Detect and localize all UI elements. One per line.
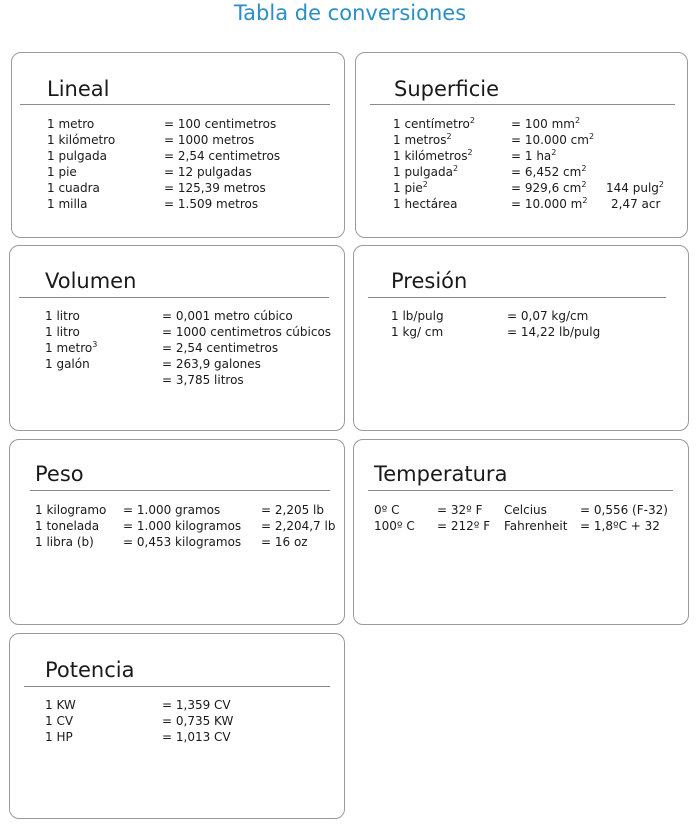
equivalence: = 100 $mm^2$ (511, 116, 581, 131)
second-equivalence: = 16 oz (261, 535, 308, 549)
unit-label: 1 tonelada (35, 519, 100, 533)
equivalence: = 1.509 metros (164, 197, 259, 211)
formula: = 1,8ºC + 32 (580, 519, 660, 533)
equivalence: = 1,013 CV (162, 730, 231, 744)
unit-label: 1 kg/ cm (391, 325, 444, 339)
equivalence: = 0,07 kg/cm (507, 309, 589, 323)
extra-equivalence: 144 pulg$^2$ (606, 180, 664, 195)
equivalence: = 1 $ha^2$ (511, 148, 557, 163)
superficie-title: Superficie (394, 77, 500, 101)
equivalence: = 14,22 lb/pulg (507, 325, 601, 339)
celsius-value: 0º C (374, 503, 400, 517)
lineal-card (11, 52, 345, 238)
volumen-title: Volumen (45, 269, 137, 293)
presion-title: Presión (391, 269, 468, 293)
unit-label: 1 CV (45, 714, 74, 728)
unit-label: 1 metros$^2$ (393, 132, 452, 147)
equivalence: = 100 centimetros (164, 117, 277, 131)
peso-card (9, 439, 345, 625)
unit-label: 1 pie$^2$ (393, 180, 428, 195)
volumen-divider (19, 297, 329, 298)
equivalence: = 10.000 $m^2$ (511, 196, 588, 211)
fahrenheit-value: = 212º F (437, 519, 491, 533)
unit-label: 1 litro (45, 309, 80, 323)
unit-label: 1 pulgada (47, 149, 107, 163)
unit-label: 1 pulgada$^2$ (393, 164, 459, 179)
unit-label: 1 hectárea (393, 197, 458, 211)
presion-card (353, 245, 689, 431)
equivalence: = 263,9 galones (162, 357, 261, 371)
lineal-divider (20, 104, 330, 105)
equivalence: = 1,359 CV (162, 698, 231, 712)
equivalence: = 2,54 centimetros (162, 341, 279, 355)
superficie-card (355, 52, 688, 238)
volumen-card (9, 245, 345, 431)
temperatura-title: Temperatura (374, 462, 508, 486)
equivalence: = 125,39 metros (164, 181, 266, 195)
fahrenheit-value: = 32º F (437, 503, 483, 517)
equivalence: = 10.000 $cm^2$ (511, 132, 595, 147)
temperatura-divider (368, 490, 673, 491)
temperatura-card (353, 439, 689, 625)
unit-label: 1 pie (47, 165, 77, 179)
unit-label: 1 libra (b) (35, 535, 94, 549)
potencia-divider (24, 686, 330, 687)
unit-label: 1 metro$^3$ (45, 340, 98, 355)
equivalence: = 0,453 kilogramos (123, 535, 242, 549)
equivalence: = 0,001 metro cúbico (162, 309, 293, 323)
peso-title: Peso (35, 462, 84, 486)
second-equivalence: = 2,205 lb (261, 503, 324, 517)
equivalence: = 0,735 KW (162, 714, 234, 728)
celsius-value: 100º C (374, 519, 415, 533)
unit-label: 1 cuadra (47, 181, 100, 195)
potencia-card (9, 633, 345, 819)
equivalence: = 1.000 gramos (123, 503, 221, 517)
unit-label: 1 litro (45, 325, 80, 339)
unit-label: 1 kilogramo (35, 503, 107, 517)
unit-label: 1 kilómetros$^2$ (393, 148, 473, 163)
peso-divider (30, 490, 330, 491)
equivalence: = 929,6 $cm^2$ (511, 180, 587, 195)
equivalence: = 6,452 $cm^2$ (511, 164, 587, 179)
lineal-title: Lineal (47, 77, 110, 101)
scale-name: Fahrenheit (504, 519, 568, 533)
unit-label: 1 KW (45, 698, 76, 712)
formula: = 0,556 (F-32) (580, 503, 668, 517)
scale-name: Celcius (504, 503, 547, 517)
page-title: Tabla de conversiones (233, 1, 467, 25)
unit-label: 1 lb/pulg (391, 309, 444, 323)
presion-divider (368, 297, 666, 298)
unit-label: 1 centímetro$^2$ (393, 116, 475, 131)
superficie-divider (370, 104, 675, 105)
potencia-title: Potencia (45, 658, 135, 682)
unit-label: 1 milla (47, 197, 88, 211)
equivalence: = 3,785 litros (162, 373, 244, 387)
equivalence: = 1000 centimetros cúbicos (162, 325, 332, 339)
unit-label: 1 HP (45, 730, 73, 744)
second-equivalence: = 2,204,7 lb (261, 519, 336, 533)
equivalence: = 2,54 centimetros (164, 149, 281, 163)
equivalence: = 12 pulgadas (164, 165, 252, 179)
equivalence: = 1000 metros (164, 133, 255, 147)
unit-label: 1 kilómetro (47, 133, 116, 147)
equivalence: = 1.000 kilogramos (123, 519, 242, 533)
extra-equivalence: 2,47 acr (611, 197, 661, 211)
unit-label: 1 galón (45, 357, 90, 371)
unit-label: 1 metro (47, 117, 95, 131)
